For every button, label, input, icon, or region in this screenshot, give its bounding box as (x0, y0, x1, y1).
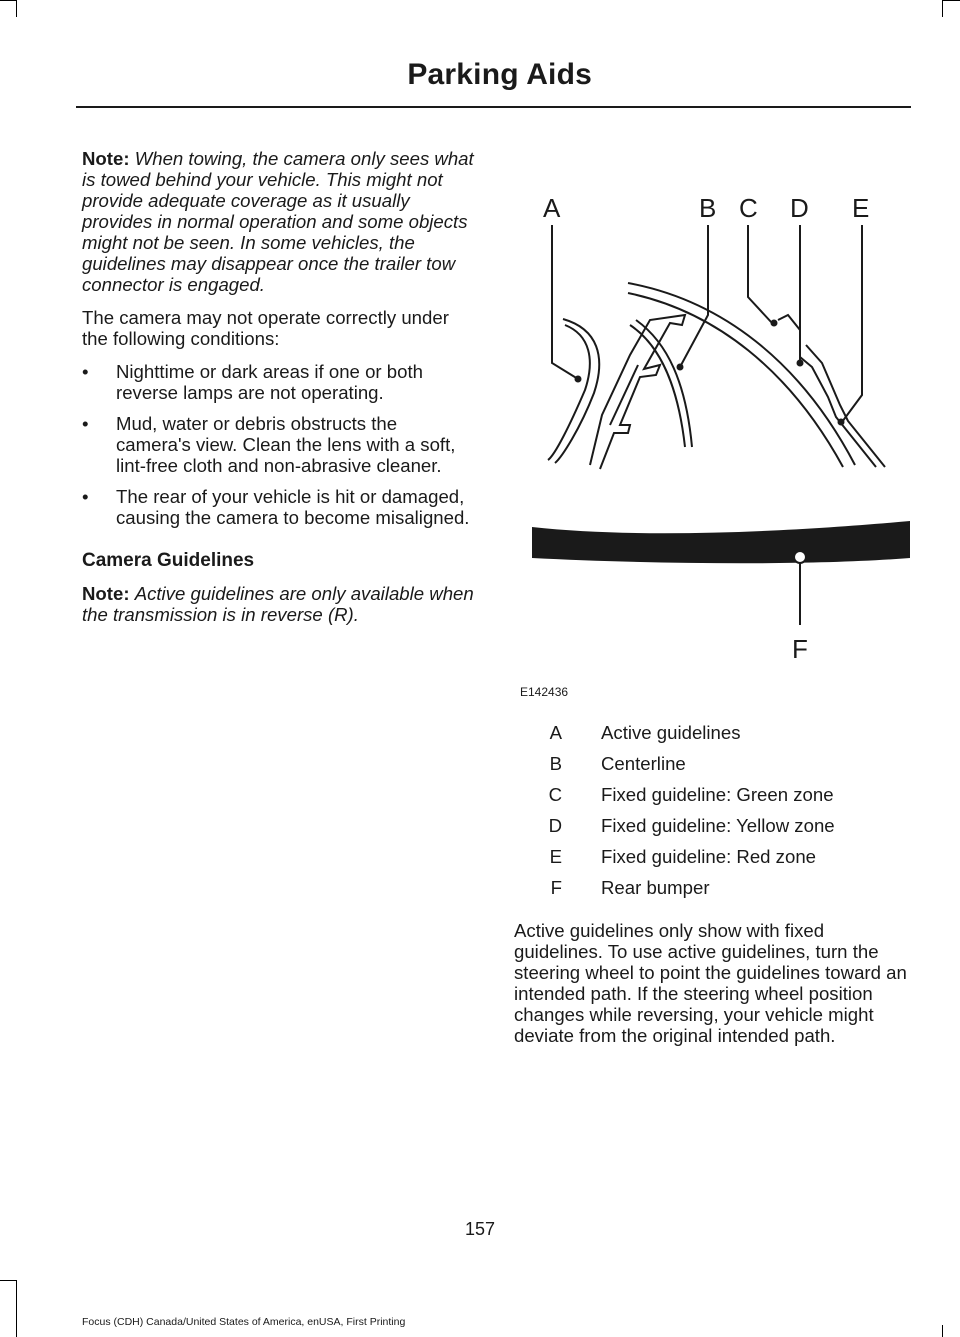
legend-label: Fixed guideline: Red zone (601, 846, 816, 867)
legend-label: Centerline (601, 753, 686, 774)
left-column (82, 148, 477, 637)
legend-label: Fixed guideline: Yellow zone (601, 815, 835, 836)
fixed-guideline-right (800, 357, 876, 467)
legend-row (530, 753, 920, 784)
guidelines-figure (510, 185, 920, 705)
footer-text: Focus (CDH) Canada/United States of America, enUSA, First Printing (82, 1316, 406, 1328)
crop-mark (0, 1280, 16, 1281)
bumper-callout-ring (794, 551, 806, 563)
list-item-text: The rear of your vehicle is hit or damaged, causing the camera to become misaligned. (116, 486, 470, 528)
crop-mark (16, 0, 17, 17)
page-number: 157 (464, 1219, 496, 1239)
leader-line-b (680, 225, 708, 367)
active-guidelines-paragraph: Active guidelines only show with fixed guidelines. To use active guidelines, turn the steering wheel to point the guidelines toward an intended path. If the steering wheel position changes while reversing, your vehicle might deviate from the original intended path. (514, 920, 907, 1046)
legend-label: Active guidelines (601, 722, 741, 743)
page-title: Parking Aids (407, 58, 592, 91)
legend-label: Fixed guideline: Green zone (601, 784, 834, 805)
guidelines-illustration (510, 185, 920, 685)
leader-line-e (842, 225, 862, 422)
conditions-list (82, 361, 477, 528)
label-b: B (699, 193, 717, 223)
header-divider (76, 106, 911, 108)
label-e: E (852, 193, 870, 223)
list-item (82, 361, 477, 403)
label-f: F (792, 634, 808, 664)
towing-note (82, 148, 477, 295)
crop-mark (942, 0, 960, 1)
legend-label: Rear bumper (601, 877, 710, 898)
section-heading: Camera Guidelines (82, 550, 255, 571)
callout-dot (838, 419, 845, 426)
reverse-note (82, 583, 477, 625)
list-item-text: Mud, water or debris obstructs the camera's view. Clean the lens with a soft, lint-free cloth and non-abrasive cleaner. (116, 413, 456, 476)
legend-key: D (548, 815, 562, 836)
callout-dot (771, 320, 778, 327)
bullet-glyph: • (82, 413, 89, 434)
active-guideline-left (548, 325, 590, 460)
label-c: C (739, 193, 758, 223)
active-guideline-center (590, 315, 685, 469)
crop-mark (16, 1280, 17, 1337)
crop-mark (942, 0, 943, 17)
fixed-guideline-right (778, 315, 800, 330)
note-text: Active guidelines are only available when the transmission is in reverse (R). (82, 583, 474, 625)
legend-key: C (548, 784, 562, 805)
legend-key: F (550, 877, 562, 898)
bullet-glyph: • (82, 361, 89, 382)
legend-row (530, 815, 920, 846)
list-item (82, 486, 477, 528)
list-item-text: Nighttime or dark areas if one or both reverse lamps are not operating. (116, 361, 423, 403)
callout-dot (677, 364, 684, 371)
legend-row (530, 877, 920, 908)
bullet-glyph: • (82, 486, 89, 507)
crop-mark (0, 0, 16, 1)
label-d: D (790, 193, 809, 223)
label-a: A (543, 193, 561, 223)
legend-key: A (549, 722, 562, 743)
legend-row (530, 846, 920, 877)
active-guideline-center (636, 320, 692, 447)
legend-row (530, 784, 920, 815)
leader-line-c (748, 225, 772, 323)
note-label: Note: (82, 583, 130, 604)
note-label: Note: (82, 148, 130, 169)
figure-legend (530, 722, 920, 908)
list-item (82, 413, 477, 476)
callout-dot (575, 376, 582, 383)
rear-bumper-shape (532, 521, 910, 563)
leader-line-a (552, 225, 578, 379)
legend-key: E (549, 846, 562, 867)
figure-code: E142436 (520, 685, 569, 699)
fixed-guideline-arc (628, 283, 855, 465)
crop-mark (942, 1325, 943, 1337)
callout-dot (797, 360, 804, 367)
conditions-intro: The camera may not operate correctly under the following conditions: (82, 307, 449, 349)
note-text: When towing, the camera only sees what is towed behind your vehicle. This might not provide adequate coverage as it usually provides in normal operation and some objects might not be seen. In some vehicles, the guidelines may disappear once the trailer tow connector is engaged. (82, 148, 474, 295)
legend-row (530, 722, 920, 753)
legend-key: B (549, 753, 562, 774)
